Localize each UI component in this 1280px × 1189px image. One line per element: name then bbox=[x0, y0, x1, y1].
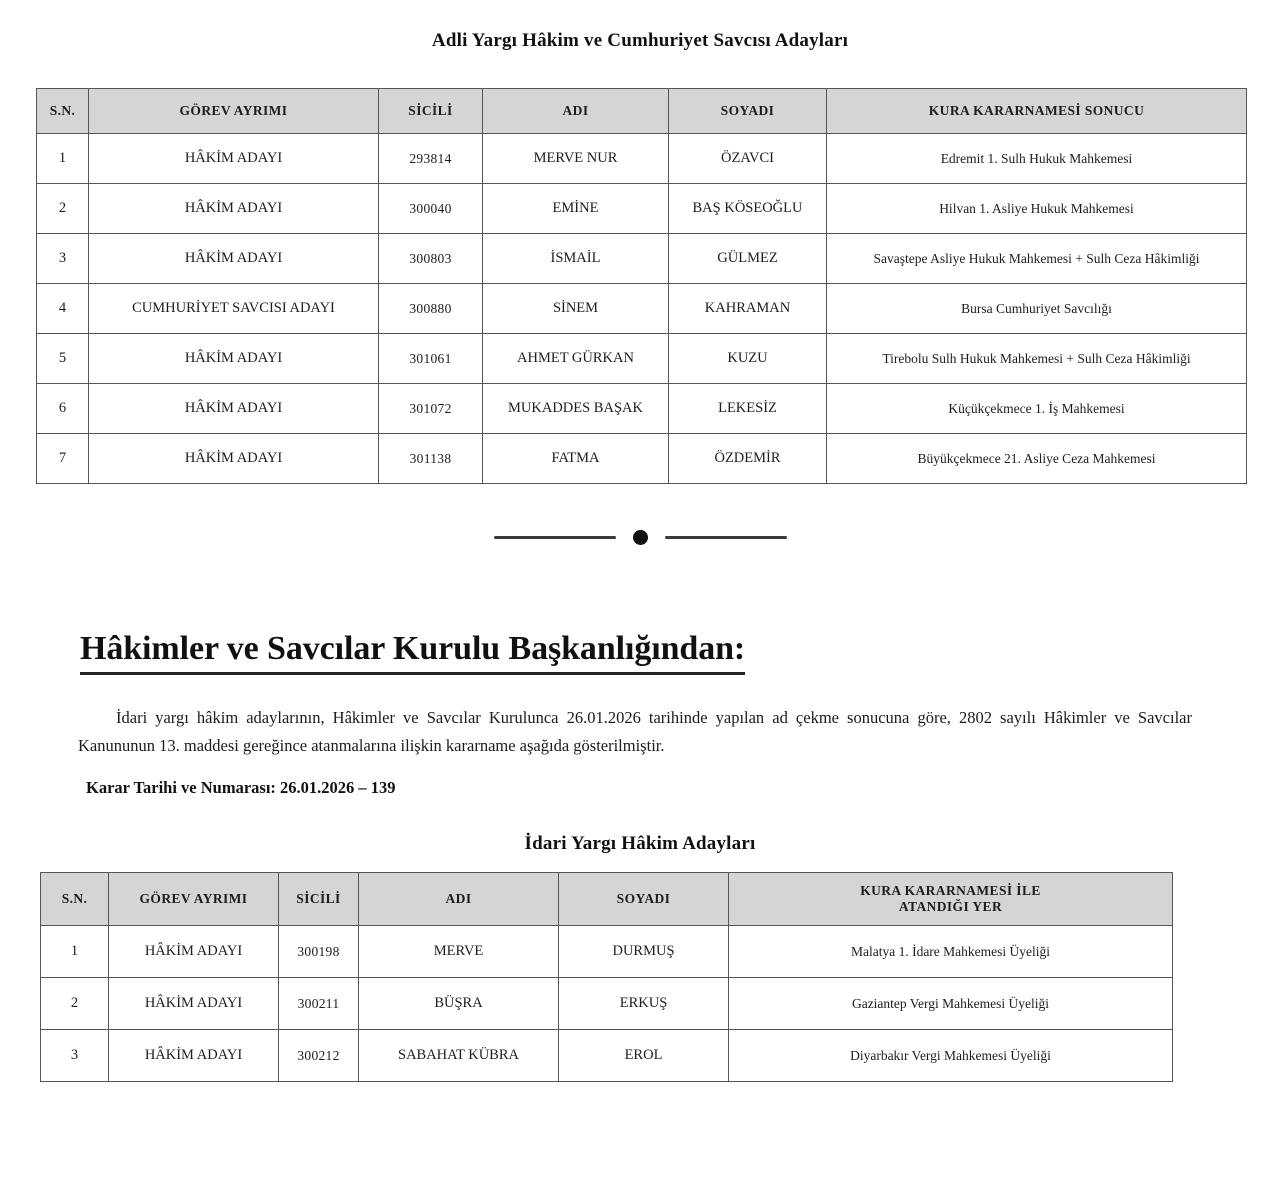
cell-kura: Diyarbakır Vergi Mahkemesi Üyeliği bbox=[729, 1030, 1173, 1082]
table-row bbox=[37, 184, 1247, 234]
cell-kura: Küçükçekmece 1. İş Mahkemesi bbox=[827, 384, 1247, 434]
column-header-ad: ADI bbox=[483, 89, 669, 134]
announcement-heading: Hâkimler ve Savcılar Kurulu Başkanlığından: bbox=[80, 628, 745, 675]
divider-rule-left bbox=[494, 536, 616, 539]
cell-soyad: ÖZAVCI bbox=[669, 134, 827, 184]
cell-sn: 2 bbox=[41, 978, 109, 1030]
cell-ad: SABAHAT KÜBRA bbox=[359, 1030, 559, 1082]
adli-yargi-table bbox=[36, 88, 1247, 484]
column-header-sn: S.N. bbox=[37, 89, 89, 134]
cell-gorev: HÂKİM ADAYI bbox=[89, 434, 379, 484]
cell-sicil: 301138 bbox=[379, 434, 483, 484]
column-header-sn: S.N. bbox=[41, 873, 109, 926]
cell-sn: 7 bbox=[37, 434, 89, 484]
cell-gorev: HÂKİM ADAYI bbox=[109, 926, 279, 978]
cell-gorev: HÂKİM ADAYI bbox=[89, 384, 379, 434]
cell-gorev: HÂKİM ADAYI bbox=[89, 234, 379, 284]
divider-dot-icon bbox=[633, 530, 648, 545]
table-row bbox=[41, 926, 1173, 978]
cell-soyad: ÖZDEMİR bbox=[669, 434, 827, 484]
cell-sn: 3 bbox=[37, 234, 89, 284]
column-header-kura bbox=[729, 873, 1173, 926]
cell-sicil: 300880 bbox=[379, 284, 483, 334]
cell-gorev: HÂKİM ADAYI bbox=[109, 1030, 279, 1082]
cell-ad: MERVE NUR bbox=[483, 134, 669, 184]
cell-sn: 2 bbox=[37, 184, 89, 234]
cell-ad: EMİNE bbox=[483, 184, 669, 234]
table-row bbox=[41, 1030, 1173, 1082]
table-row bbox=[37, 134, 1247, 184]
column-header-gorev: GÖREV AYRIMI bbox=[109, 873, 279, 926]
decision-date-number: Karar Tarihi ve Numarası: 26.01.2026 – 139 bbox=[86, 778, 396, 797]
cell-ad: İSMAİL bbox=[483, 234, 669, 284]
column-header-sicil: SİCİLİ bbox=[379, 89, 483, 134]
table-row bbox=[37, 434, 1247, 484]
idari-yargi-title-wrapper bbox=[0, 833, 1280, 855]
table-row bbox=[37, 384, 1247, 434]
idari-yargi-table bbox=[40, 872, 1173, 1082]
cell-kura: Tirebolu Sulh Hukuk Mahkemesi + Sulh Ceza Hâkimliği bbox=[827, 334, 1247, 384]
cell-soyad: KUZU bbox=[669, 334, 827, 384]
adli-yargi-table-wrapper bbox=[36, 88, 1246, 484]
cell-sn: 3 bbox=[41, 1030, 109, 1082]
table-row bbox=[37, 284, 1247, 334]
table-header-row bbox=[37, 89, 1247, 134]
idari-yargi-table-title: İdari Yargı Hâkim Adayları bbox=[524, 833, 756, 854]
cell-sicil: 300198 bbox=[279, 926, 359, 978]
cell-sn: 4 bbox=[37, 284, 89, 334]
column-header-gorev: GÖREV AYRIMI bbox=[89, 89, 379, 134]
cell-sicil: 300212 bbox=[279, 1030, 359, 1082]
cell-gorev: HÂKİM ADAYI bbox=[89, 184, 379, 234]
cell-soyad: BAŞ KÖSEOĞLU bbox=[669, 184, 827, 234]
table-row bbox=[41, 978, 1173, 1030]
table-row bbox=[37, 234, 1247, 284]
cell-kura: Gaziantep Vergi Mahkemesi Üyeliği bbox=[729, 978, 1173, 1030]
cell-kura: Bursa Cumhuriyet Savcılığı bbox=[827, 284, 1247, 334]
cell-soyad: ERKUŞ bbox=[559, 978, 729, 1030]
cell-soyad: LEKESİZ bbox=[669, 384, 827, 434]
cell-sn: 5 bbox=[37, 334, 89, 384]
cell-kura: Hilvan 1. Asliye Hukuk Mahkemesi bbox=[827, 184, 1247, 234]
cell-ad: SİNEM bbox=[483, 284, 669, 334]
column-header-kura-line2: ATANDIĞI YER bbox=[898, 899, 1003, 914]
cell-soyad: DURMUŞ bbox=[559, 926, 729, 978]
idari-yargi-table-wrapper bbox=[40, 872, 1172, 1082]
cell-sicil: 301061 bbox=[379, 334, 483, 384]
section-divider bbox=[0, 530, 1280, 545]
cell-kura: Edremit 1. Sulh Hukuk Mahkemesi bbox=[827, 134, 1247, 184]
cell-gorev: HÂKİM ADAYI bbox=[89, 334, 379, 384]
cell-sn: 1 bbox=[41, 926, 109, 978]
column-header-sicil: SİCİLİ bbox=[279, 873, 359, 926]
cell-ad: MERVE bbox=[359, 926, 559, 978]
cell-sicil: 301072 bbox=[379, 384, 483, 434]
cell-sn: 6 bbox=[37, 384, 89, 434]
column-header-kura-line1: KURA KARARNAMESİ İLE bbox=[860, 883, 1041, 899]
adli-yargi-table-title: Adli Yargı Hâkim ve Cumhuriyet Savcısı Adayları bbox=[431, 30, 849, 51]
cell-kura: Malatya 1. İdare Mahkemesi Üyeliği bbox=[729, 926, 1173, 978]
cell-sicil: 300040 bbox=[379, 184, 483, 234]
cell-ad: FATMA bbox=[483, 434, 669, 484]
cell-gorev: HÂKİM ADAYI bbox=[89, 134, 379, 184]
cell-ad: MUKADDES BAŞAK bbox=[483, 384, 669, 434]
table-header-row bbox=[41, 873, 1173, 926]
cell-ad: AHMET GÜRKAN bbox=[483, 334, 669, 384]
cell-sicil: 300211 bbox=[279, 978, 359, 1030]
cell-sicil: 293814 bbox=[379, 134, 483, 184]
cell-soyad: KAHRAMAN bbox=[669, 284, 827, 334]
column-header-kura: KURA KARARNAMESİ SONUCU bbox=[827, 89, 1247, 134]
cell-kura: Savaştepe Asliye Hukuk Mahkemesi + Sulh Ceza Hâkimliği bbox=[827, 234, 1247, 284]
cell-ad: BÜŞRA bbox=[359, 978, 559, 1030]
column-header-soyad: SOYADI bbox=[669, 89, 827, 134]
cell-gorev: HÂKİM ADAYI bbox=[109, 978, 279, 1030]
cell-sn: 1 bbox=[37, 134, 89, 184]
cell-sicil: 300803 bbox=[379, 234, 483, 284]
table-row bbox=[37, 334, 1247, 384]
cell-soyad: EROL bbox=[559, 1030, 729, 1082]
cell-kura: Büyükçekmece 21. Asliye Ceza Mahkemesi bbox=[827, 434, 1247, 484]
column-header-soyad: SOYADI bbox=[559, 873, 729, 926]
cell-gorev: CUMHURİYET SAVCISI ADAYI bbox=[89, 284, 379, 334]
announcement-paragraph: İdari yargı hâkim adaylarının, Hâkimler ve Savcılar Kurulunca 26.01.2026 tarihinde yapılan ad çekme sonucuna göre, 2802 sayılı Hâkimler ve Savcılar Kanununun 13. maddesi gereğince atanmalarına ilişkin kararname aşağıda gösterilmiştir. bbox=[78, 708, 1192, 756]
divider-rule-right bbox=[665, 536, 787, 539]
column-header-ad: ADI bbox=[359, 873, 559, 926]
cell-soyad: GÜLMEZ bbox=[669, 234, 827, 284]
